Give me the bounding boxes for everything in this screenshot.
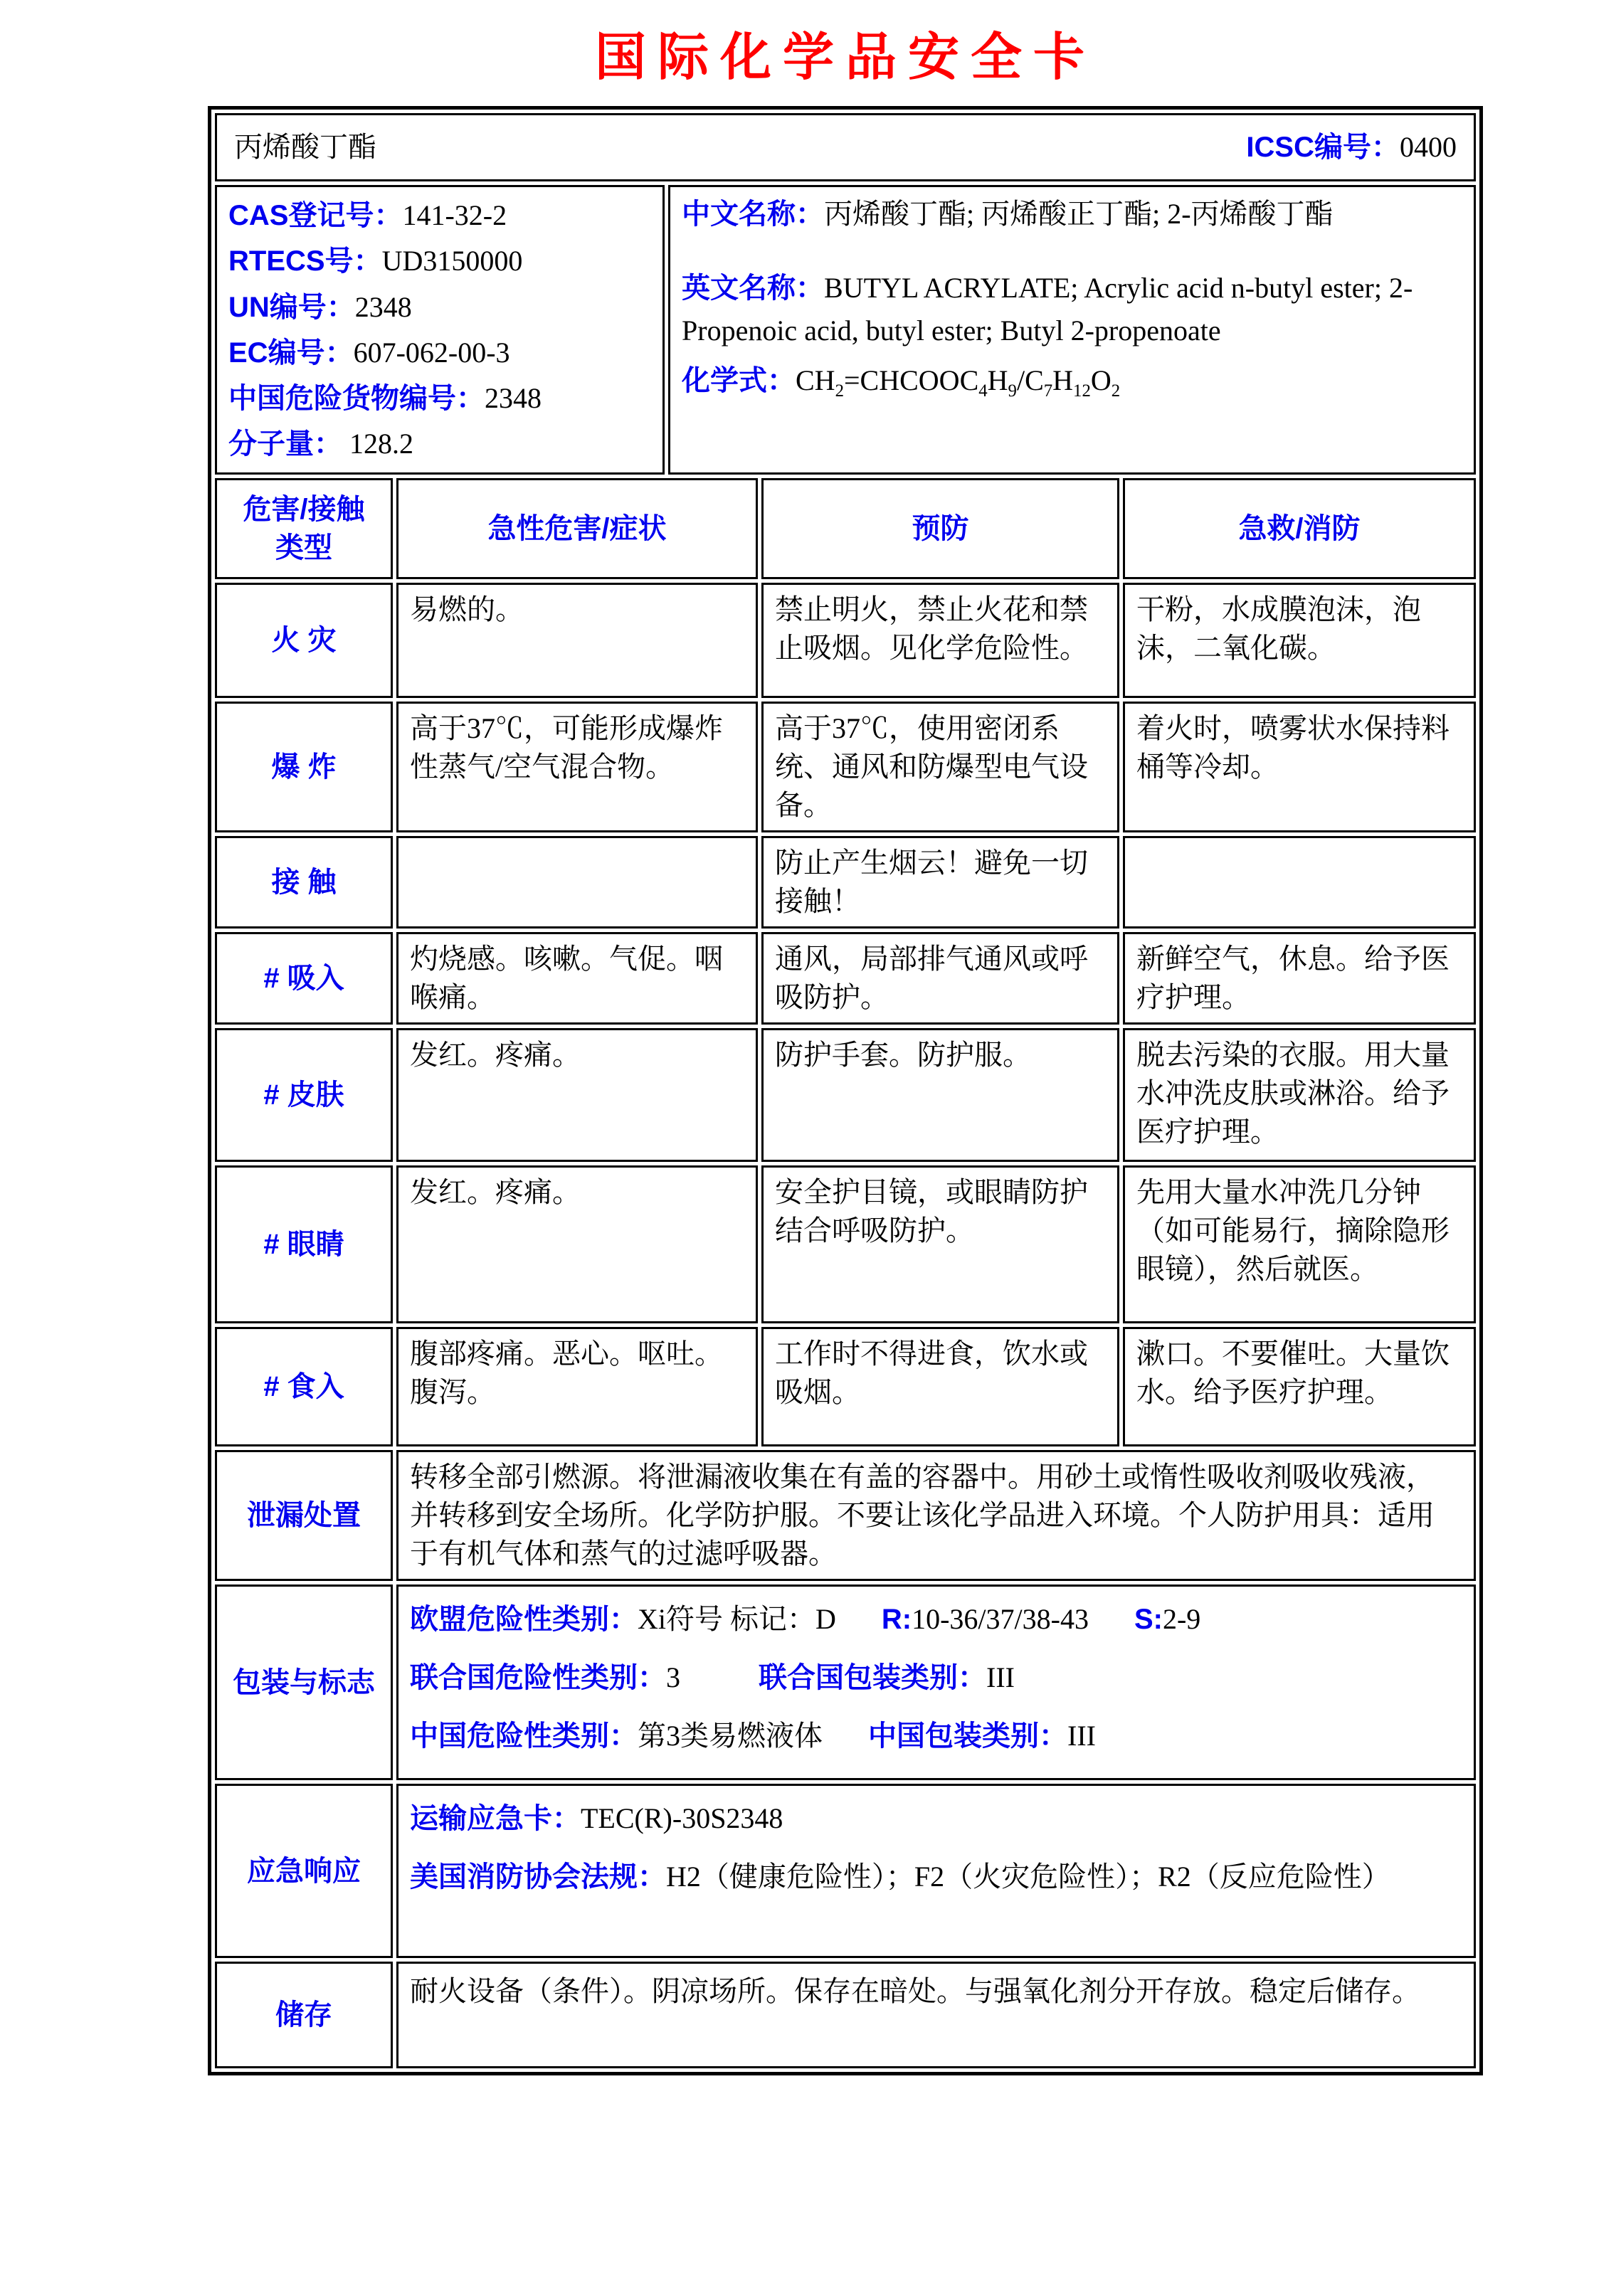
formula-value: $CH_2=CHCOOC_4H_9/C_7H_{12}O_2$	[796, 364, 1121, 401]
ec-label: EC编号：	[228, 337, 354, 369]
icsc-number	[1246, 128, 1457, 166]
header-prevention: 预防	[761, 478, 1119, 579]
eu-class-label: 欧盟危险性类别：	[410, 1604, 638, 1636]
explosion-symptoms: 高于37℃，可能形成爆炸性蒸气/空气混合物。	[396, 702, 758, 832]
ec-value: 607-062-00-3	[353, 336, 510, 369]
storage-text: 耐火设备（条件）。阴凉场所。保存在暗处。与强氧化剂分开存放。稳定后储存。	[396, 1962, 1476, 2068]
row-label-packaging: 包装与标志	[215, 1585, 393, 1780]
spill-text: 转移全部引燃源。将泄漏液收集在有盖的容器中。用砂土或惰性吸收剂吸收残液，并转移到安全场所。化学防护服。不要让该化学品进入环境。个人防护用具：适用于有机气体和蒸气的过滤呼吸器。	[396, 1450, 1476, 1581]
cn-class-line	[410, 1716, 1462, 1756]
tec-line	[410, 1799, 1462, 1839]
contact-prevention: 防止产生烟云！避免一切接触！	[761, 836, 1119, 929]
mw-value: 128.2	[349, 428, 413, 460]
name-row-cell	[215, 113, 1476, 181]
rtecs-value: UD3150000	[381, 245, 523, 277]
mw-line	[228, 421, 651, 467]
cn-pack-label: 中国包装类别：	[868, 1720, 1067, 1752]
s-phrases-value: 2-9	[1162, 1603, 1201, 1636]
table-row-storage	[215, 1962, 1476, 2068]
eu-class-line	[410, 1599, 1462, 1639]
row-label-ingestion: # 食入	[215, 1327, 393, 1446]
table-row-inhalation	[215, 932, 1476, 1025]
ingestion-symptoms: 腹部疼痛。恶心。呕吐。腹泻。	[396, 1327, 758, 1446]
icsc-value: 0400	[1400, 131, 1457, 164]
inhalation-symptoms: 灼烧感。咳嗽。气促。咽喉痛。	[396, 932, 758, 1025]
packaging-cell	[396, 1585, 1476, 1780]
table-row-spill	[215, 1450, 1476, 1581]
eyes-prevention: 安全护目镜，或眼睛防护结合呼吸防护。	[761, 1165, 1119, 1323]
cn-class-label: 中国危险性类别：	[410, 1720, 638, 1752]
ec-line	[228, 330, 651, 376]
cas-value: 141-32-2	[402, 199, 507, 232]
row-label-spill: 泄漏处置	[215, 1450, 393, 1581]
formula-label: 化学式：	[682, 365, 796, 397]
contact-symptoms	[396, 836, 758, 929]
cas-label: CAS登记号：	[228, 200, 403, 232]
rtecs-line	[228, 238, 651, 284]
nfpa-label: 美国消防协会法规：	[410, 1861, 666, 1893]
row-label-explosion: 爆 炸	[215, 702, 393, 832]
un-value: 2348	[354, 290, 412, 323]
skin-symptoms: 发红。疼痛。	[396, 1028, 758, 1162]
fire-response: 干粉，水成膜泡沫，泡沫，二氧化碳。	[1123, 583, 1476, 698]
explosion-prevention: 高于37℃，使用密闭系统、通风和防爆型电气设备。	[761, 702, 1119, 832]
table-row-ingestion	[215, 1327, 1476, 1446]
inhalation-prevention: 通风，局部排气通风或呼吸防护。	[761, 932, 1119, 1025]
table-row-contact	[215, 836, 1476, 929]
table-row-explosion	[215, 702, 1476, 832]
row-label-eyes: # 眼睛	[215, 1165, 393, 1323]
un-line	[228, 285, 651, 330]
icsc-label: ICSC编号：	[1246, 132, 1400, 164]
safety-card-table	[208, 106, 1483, 2075]
cas-line	[228, 193, 651, 238]
mw-label: 分子量：	[228, 428, 342, 460]
r-phrases-label: R:	[881, 1604, 912, 1636]
ingestion-response: 漱口。不要催吐。大量饮水。给予医疗护理。	[1123, 1327, 1476, 1446]
un-class-value: 3	[666, 1661, 680, 1694]
table-row-skin	[215, 1028, 1476, 1162]
un-class-line	[410, 1658, 1462, 1698]
identifier-cell	[215, 185, 665, 475]
header-first-aid: 急救/消防	[1123, 478, 1476, 579]
row-label-inhalation: # 吸入	[215, 932, 393, 1025]
fire-symptoms: 易燃的。	[396, 583, 758, 698]
r-phrases-value: 10-36/37/38-43	[912, 1603, 1089, 1636]
cn-dg-line	[228, 376, 651, 421]
name-row	[215, 113, 1476, 181]
row-label-emergency: 应急响应	[215, 1784, 393, 1958]
row-label-contact: 接 触	[215, 836, 393, 929]
inhalation-response: 新鲜空气，休息。给予医疗护理。	[1123, 932, 1476, 1025]
eu-class-value: Xi符号 标记：D	[638, 1603, 836, 1636]
ingestion-prevention: 工作时不得进食，饮水或吸烟。	[761, 1327, 1119, 1446]
tec-label: 运输应急卡：	[410, 1803, 581, 1835]
english-name-label: 英文名称：	[682, 273, 824, 305]
nfpa-line	[410, 1857, 1462, 1897]
table-row-emergency	[215, 1784, 1476, 1958]
un-pack-value: III	[986, 1661, 1015, 1694]
cn-dg-value: 2348	[485, 381, 542, 414]
chinese-name-label: 中文名称：	[682, 199, 824, 231]
rtecs-label: RTECS号：	[228, 245, 382, 277]
eyes-response: 先用大量水冲洗几分钟（如可能易行，摘除隐形眼镜），然后就医。	[1123, 1165, 1476, 1323]
contact-response	[1123, 836, 1476, 929]
chinese-name-value: 丙烯酸丁酯; 丙烯酸正丁酯; 2-丙烯酸丁酯	[824, 198, 1334, 231]
nfpa-value: H2（健康危险性）；F2（火灾危险性）；R2（反应危险性）	[666, 1861, 1390, 1893]
header-acute-hazards: 急性危害/症状	[396, 478, 758, 579]
page-title: 国际化学品安全卡	[594, 29, 1096, 86]
table-row-fire	[215, 583, 1476, 698]
un-class-label: 联合国危险性类别：	[410, 1662, 666, 1694]
cn-dg-label: 中国危险货物编号：	[228, 382, 485, 414]
explosion-response: 着火时，喷雾状水保持料桶等冷却。	[1123, 702, 1476, 832]
un-pack-label: 联合国包装类别：	[759, 1662, 986, 1694]
english-name-line	[682, 267, 1462, 352]
table-row-eyes	[215, 1165, 1476, 1323]
english-name-value: BUTYL ACRYLATE; Acrylic acid n-butyl ester; 2-Propenoic acid, butyl ester; Butyl 2-propenoate	[682, 272, 1413, 347]
row-label-storage: 储存	[215, 1962, 393, 2068]
s-phrases-label: S:	[1134, 1604, 1163, 1636]
table-row-packaging	[215, 1585, 1476, 1780]
row-label-skin: # 皮肤	[215, 1028, 393, 1162]
names-cell	[668, 185, 1476, 475]
eyes-symptoms: 发红。疼痛。	[396, 1165, 758, 1323]
un-label: UN编号：	[228, 291, 355, 323]
identifier-row	[215, 185, 1476, 475]
skin-response: 脱去污染的衣服。用大量水冲洗皮肤或淋浴。给予医疗护理。	[1123, 1028, 1476, 1162]
formula-line	[682, 359, 1462, 402]
cn-class-value: 第3类易燃液体	[638, 1720, 823, 1752]
emergency-cell	[396, 1784, 1476, 1958]
tec-value: TEC(R)-30S2348	[581, 1802, 783, 1835]
skin-prevention: 防护手套。防护服。	[761, 1028, 1119, 1162]
substance-name: 丙烯酸丁酯	[234, 131, 376, 164]
header-hazard-type: 危害/接触 类型	[215, 478, 393, 579]
cn-pack-value: III	[1067, 1720, 1096, 1752]
fire-prevention: 禁止明火，禁止火花和禁止吸烟。见化学危险性。	[761, 583, 1119, 698]
chinese-name-line	[682, 193, 1462, 236]
row-label-fire: 火 灾	[215, 583, 393, 698]
page-content	[208, 30, 1483, 2075]
table-header-row	[215, 478, 1476, 579]
